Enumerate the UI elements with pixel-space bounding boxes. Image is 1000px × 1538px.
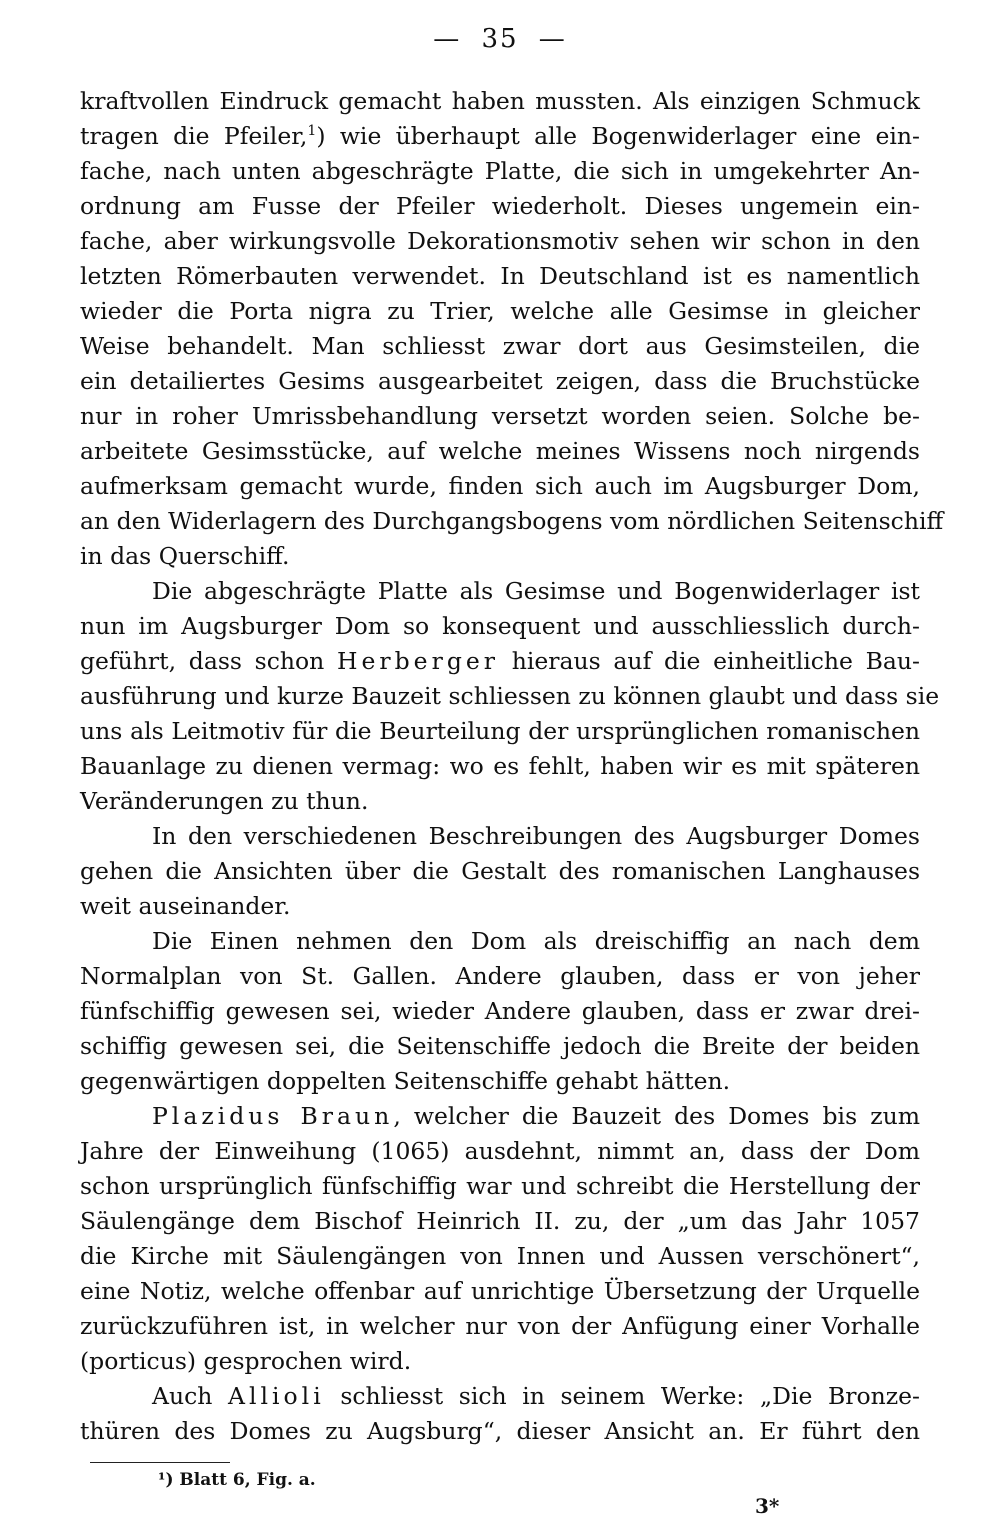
text-line: aufmerksam gemacht wurde, finden sich auch im Augsburger Dom,	[80, 472, 920, 500]
text-line: fünfschiffig gewesen sei, wieder Andere glauben, dass er zwar drei-	[80, 997, 920, 1025]
text-line: Die Einen nehmen den Dom als dreischiffig an nach dem	[152, 927, 920, 955]
text-line: Veränderungen zu thun.	[80, 787, 369, 815]
text-line: tragen die Pfeiler,$^1$) wie überhaupt alle Bogenwiderlager eine ein-	[80, 122, 920, 150]
paragraph	[80, 84, 944, 574]
text-line: Normalplan von St. Gallen. Andere glauben, dass er von jeher	[80, 962, 920, 990]
body-text	[80, 84, 944, 1449]
paragraph	[80, 819, 920, 924]
text-line: schiffig gewesen sei, die Seitenschiffe jedoch die Breite der beiden	[80, 1032, 920, 1060]
text-line: eine Notiz, welche offenbar auf unrichtige Übersetzung der Urquelle	[80, 1277, 920, 1305]
text-line: Weise behandelt. Man schliesst zwar dort aus Gesimsteilen, die	[80, 332, 920, 360]
text-line: uns als Leitmotiv für die Beurteilung der ursprünglichen romanischen	[80, 717, 920, 745]
paragraph	[80, 1099, 920, 1379]
text-line: Säulengänge dem Bischof Heinrich II. zu, der „um das Jahr 1057	[80, 1207, 920, 1235]
text-line: Jahre der Einweihung (1065) ausdehnt, nimmt an, dass der Dom	[80, 1137, 920, 1165]
text-line: weit auseinander.	[80, 892, 291, 920]
text-line: gehen die Ansichten über die Gestalt des romanischen Langhauses	[80, 857, 920, 885]
text-line: fache, aber wirkungsvolle Dekorationsmotiv sehen wir schon in den	[80, 227, 920, 255]
signature-mark: 3*	[755, 1494, 780, 1518]
text-line: nun im Augsburger Dom so konsequent und ausschliesslich durch-	[80, 612, 920, 640]
emphasized-name: Allioli	[228, 1382, 325, 1410]
text-line: Die abgeschrägte Platte als Gesimse und Bogenwiderlager ist	[152, 577, 920, 605]
paragraph	[80, 924, 920, 1099]
text-line: gegenwärtigen doppelten Seitenschiffe gehabt hätten.	[80, 1067, 731, 1095]
paragraph	[80, 574, 940, 819]
emphasized-name: Herberger	[337, 647, 500, 675]
text-line: Plazidus Braun, welcher die Bauzeit des Domes bis zum	[152, 1102, 920, 1130]
text-line: fache, nach unten abgeschrägte Platte, die sich in umgekehrter An-	[80, 157, 920, 185]
text-line: arbeitete Gesimsstücke, auf welche meines Wissens noch nirgends	[80, 437, 920, 465]
text-line: zurückzuführen ist, in welcher nur von der Anfügung einer Vorhalle	[80, 1312, 920, 1340]
text-line: ein detailiertes Gesims ausgearbeitet zeigen, dass die Bruchstücke	[80, 367, 920, 395]
emphasized-name: Plazidus Braun	[152, 1102, 394, 1130]
text-line: geführt, dass schon Herberger hieraus auf die einheitliche Bau-	[80, 647, 920, 675]
text-line: wieder die Porta nigra zu Trier, welche alle Gesimse in gleicher	[80, 297, 920, 325]
text-line: ordnung am Fusse der Pfeiler wiederholt. Dieses ungemein ein-	[80, 192, 920, 220]
paragraph	[80, 1379, 920, 1449]
text-line: thüren des Domes zu Augsburg“, dieser Ansicht an. Er führt den	[80, 1417, 920, 1445]
text-line: ausführung und kurze Bauzeit schliessen zu können glaubt und dass sie	[80, 682, 940, 710]
text-line: kraftvollen Eindruck gemacht haben mussten. Als einzigen Schmuck	[80, 87, 920, 115]
text-line: Auch Allioli schliesst sich in seinem Werke: „Die Bronze-	[152, 1382, 920, 1410]
footnote: ¹) Blatt 6, Fig. a.	[158, 1470, 316, 1490]
text-line: In den verschiedenen Beschreibungen des Augsburger Domes	[152, 822, 920, 850]
page-number: — 35 —	[433, 24, 567, 54]
footnote-divider	[90, 1462, 230, 1463]
text-line: nur in roher Umrissbehandlung versetzt worden seien. Solche be-	[80, 402, 920, 430]
text-line: die Kirche mit Säulengängen von Innen und Aussen verschönert“,	[80, 1242, 920, 1270]
text-line: Bauanlage zu dienen vermag: wo es fehlt, haben wir es mit späteren	[80, 752, 920, 780]
footnote-marker: 1	[307, 123, 317, 140]
text-line: letzten Römerbauten verwendet. In Deutschland ist es namentlich	[80, 262, 920, 290]
text-line: in das Querschiff.	[80, 542, 290, 570]
text-line: an den Widerlagern des Durchgangsbogens vom nördlichen Seitenschiff	[80, 507, 944, 535]
text-line: (porticus) gesprochen wird.	[80, 1347, 412, 1375]
text-line: schon ursprünglich fünfschiffig war und schreibt die Herstellung der	[80, 1172, 920, 1200]
